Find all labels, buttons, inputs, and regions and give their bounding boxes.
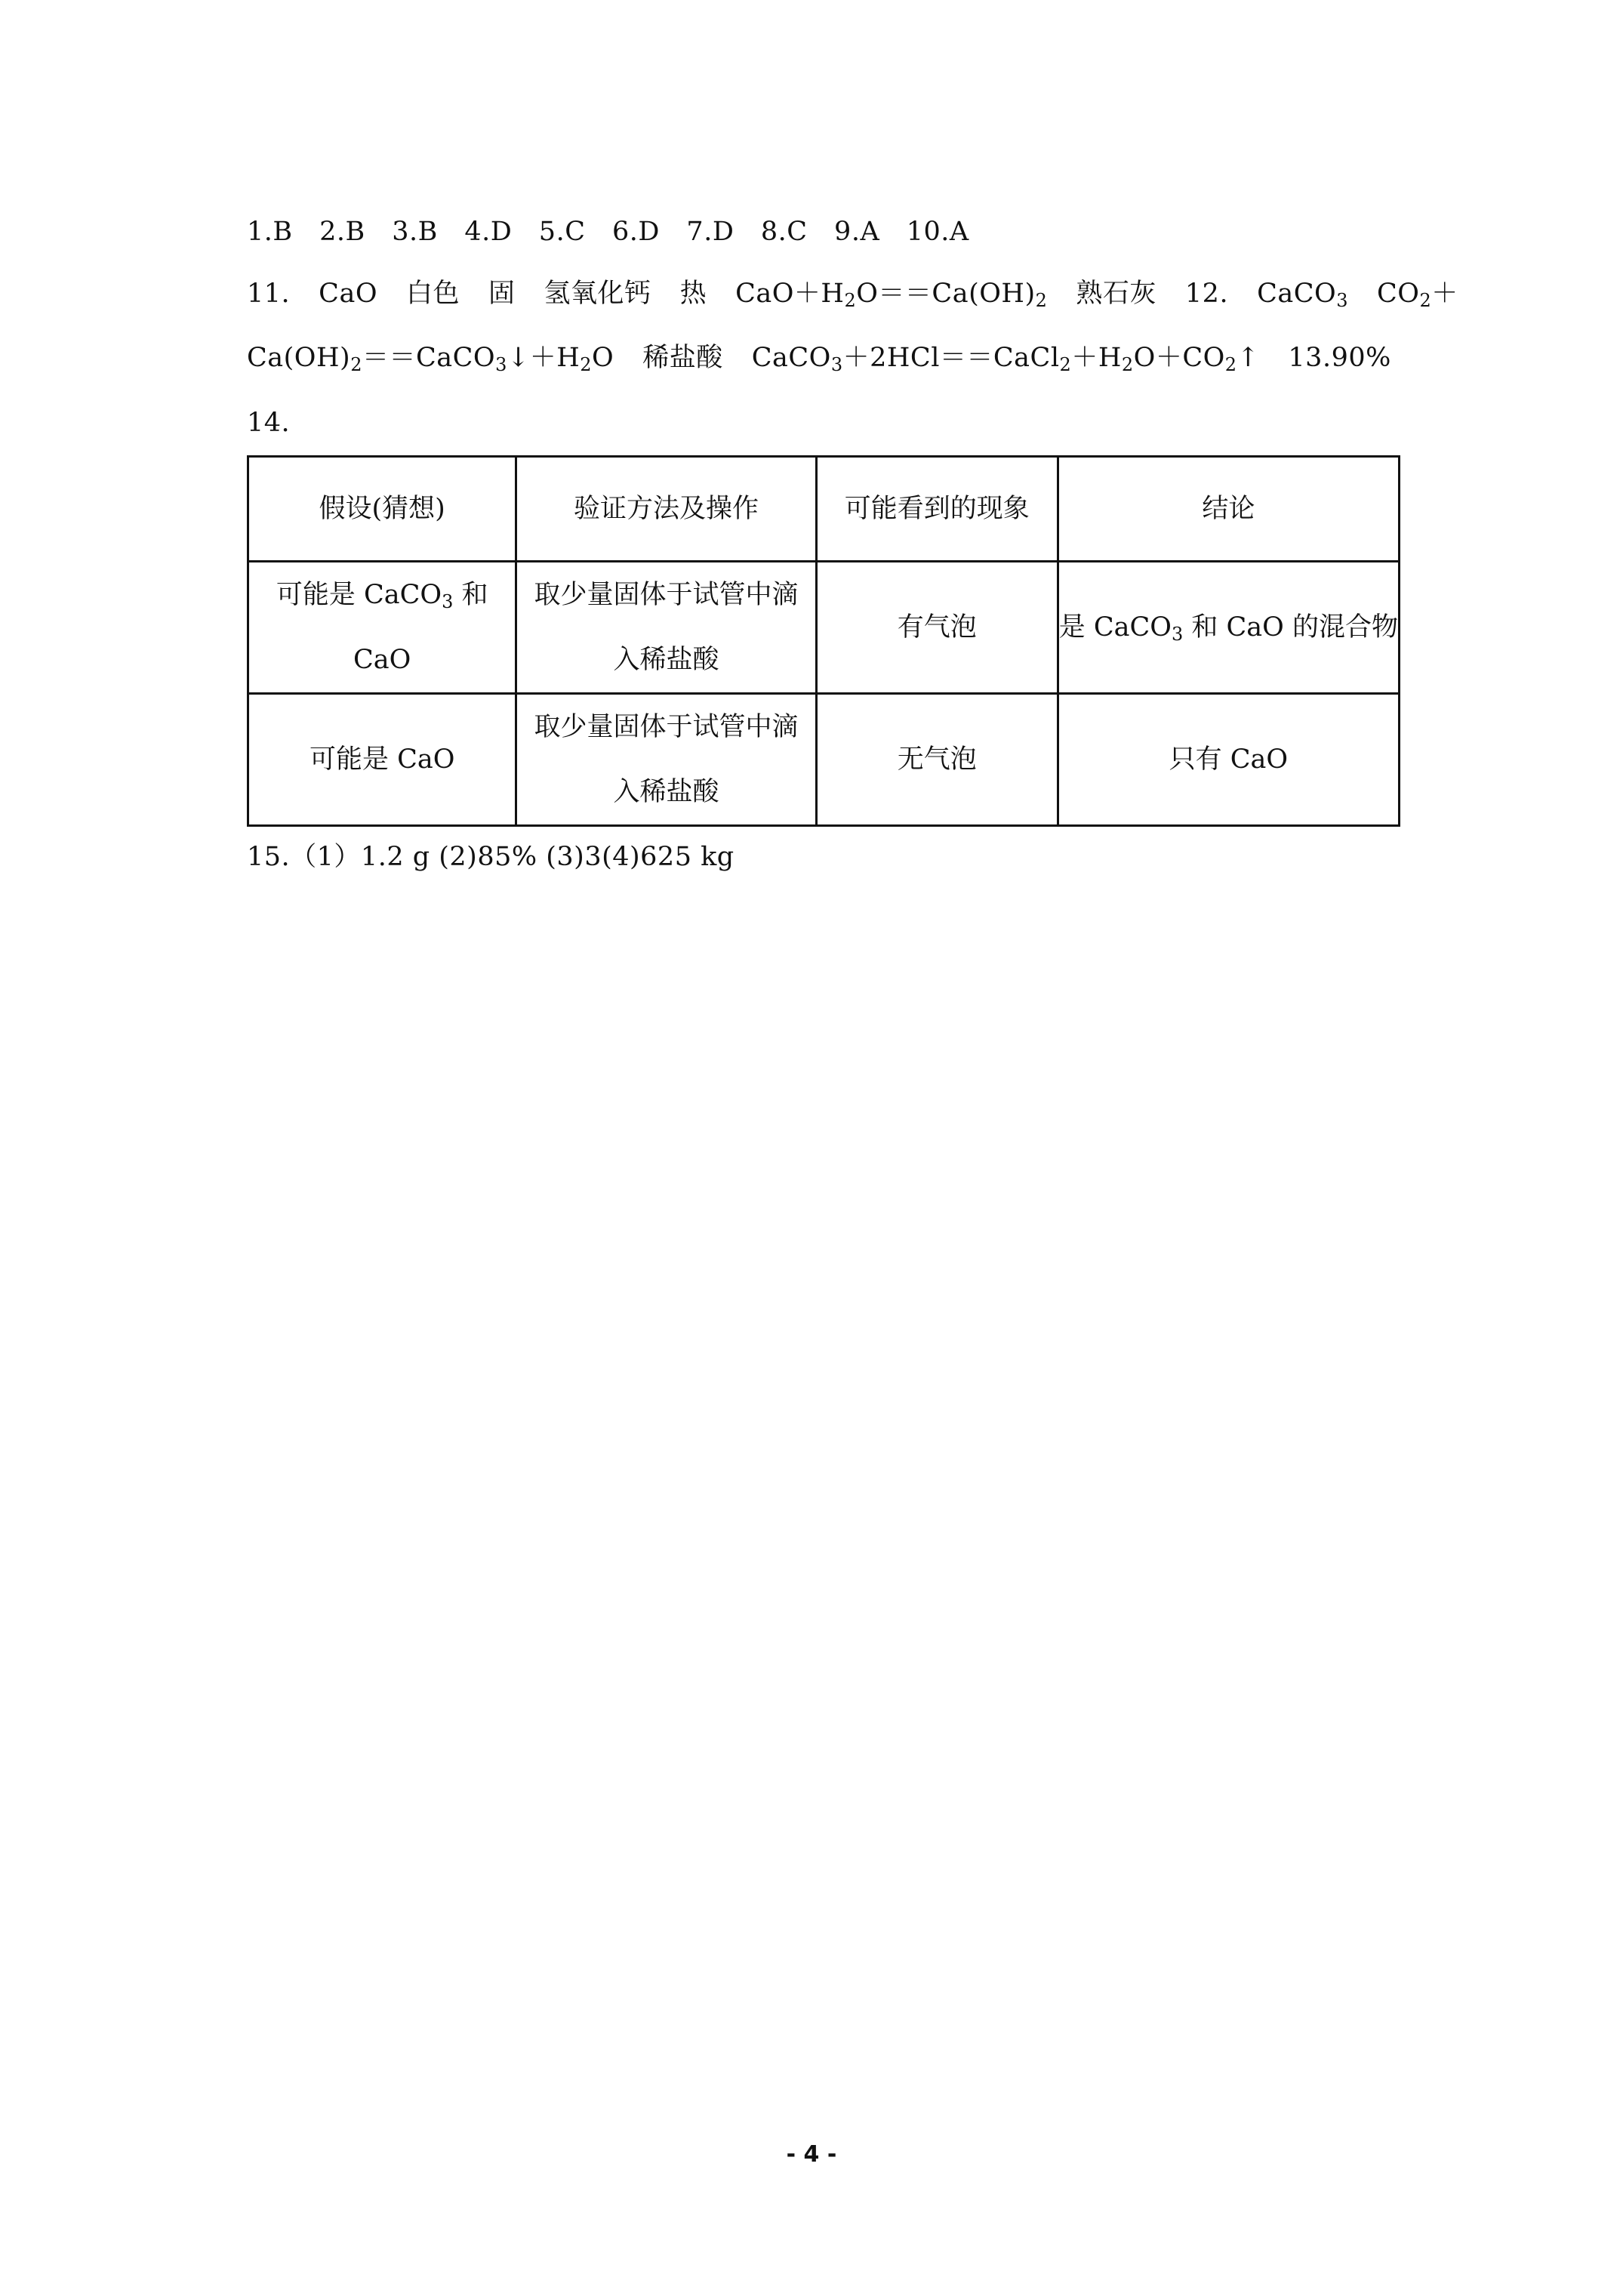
q11-item-5: 热 (679, 279, 707, 309)
header-method: 验证方法及操作 (516, 457, 816, 562)
header-conclusion: 结论 (1058, 457, 1399, 562)
header-hypothesis: 假设(猜想) (248, 457, 516, 562)
q14-label: 14. (247, 408, 291, 438)
q12-number: 12. (1184, 279, 1229, 309)
cell-conclusion: 是 CaCO$_3$ 和 CaO 的混合物 (1058, 562, 1399, 694)
q12-equation-2: $CaCO_3+2HCl==CaCl_2+H_2O+CO_2↑$ (751, 343, 1260, 375)
table-header-row (248, 457, 1400, 562)
q11-number: 11. (247, 279, 291, 309)
cell-phenomenon: 无气泡 (816, 694, 1058, 826)
cell-hypothesis: 可能是 CaCO$_3$ 和 CaO (248, 562, 516, 694)
q15-answer: 15.（1）1.2 g (2)85% (3)3(4)625 kg (247, 842, 735, 872)
header-phenomenon: 可能看到的现象 (816, 457, 1058, 562)
q11-item-1: CaO (319, 279, 378, 309)
table-row (248, 694, 1400, 826)
cell-hypothesis: 可能是 CaO (248, 694, 516, 826)
q12-caco3: CaCO$_3$ (1257, 279, 1348, 311)
multiple-choice-answers: 1.B 2.B 3.B 4.D 5.C 6.D 7.D 8.C 9.A 10.A (247, 217, 969, 247)
cell-conclusion: 只有 CaO (1058, 694, 1399, 826)
q12-reagent: 稀盐酸 (642, 343, 723, 373)
page-number: - 4 - (786, 2141, 837, 2168)
q11-item-2: 白色 (406, 279, 460, 309)
q12-equation-1: $Ca(OH)_2==CaCO_3↓+H_2O$ (247, 343, 614, 375)
answer-line-11-12 (247, 276, 1458, 311)
q11-item-3: 固 (488, 279, 516, 309)
q12-co2: $CO_2+$ (1376, 279, 1458, 311)
q11-after: 熟石灰 (1076, 279, 1156, 309)
q13-answer: 13.90% (1288, 343, 1391, 373)
cell-method: 取少量固体于试管中滴 入稀盐酸 (516, 562, 816, 694)
answer-line-12-13 (247, 341, 1391, 375)
q11-equation: $CaO+H_2O==Ca(OH)_2$ (735, 279, 1048, 311)
hypothesis-table (247, 455, 1400, 827)
cell-method: 取少量固体于试管中滴 入稀盐酸 (516, 694, 816, 826)
table-row (248, 562, 1400, 694)
q11-item-4: 氢氧化钙 (544, 279, 651, 309)
cell-phenomenon: 有气泡 (816, 562, 1058, 694)
